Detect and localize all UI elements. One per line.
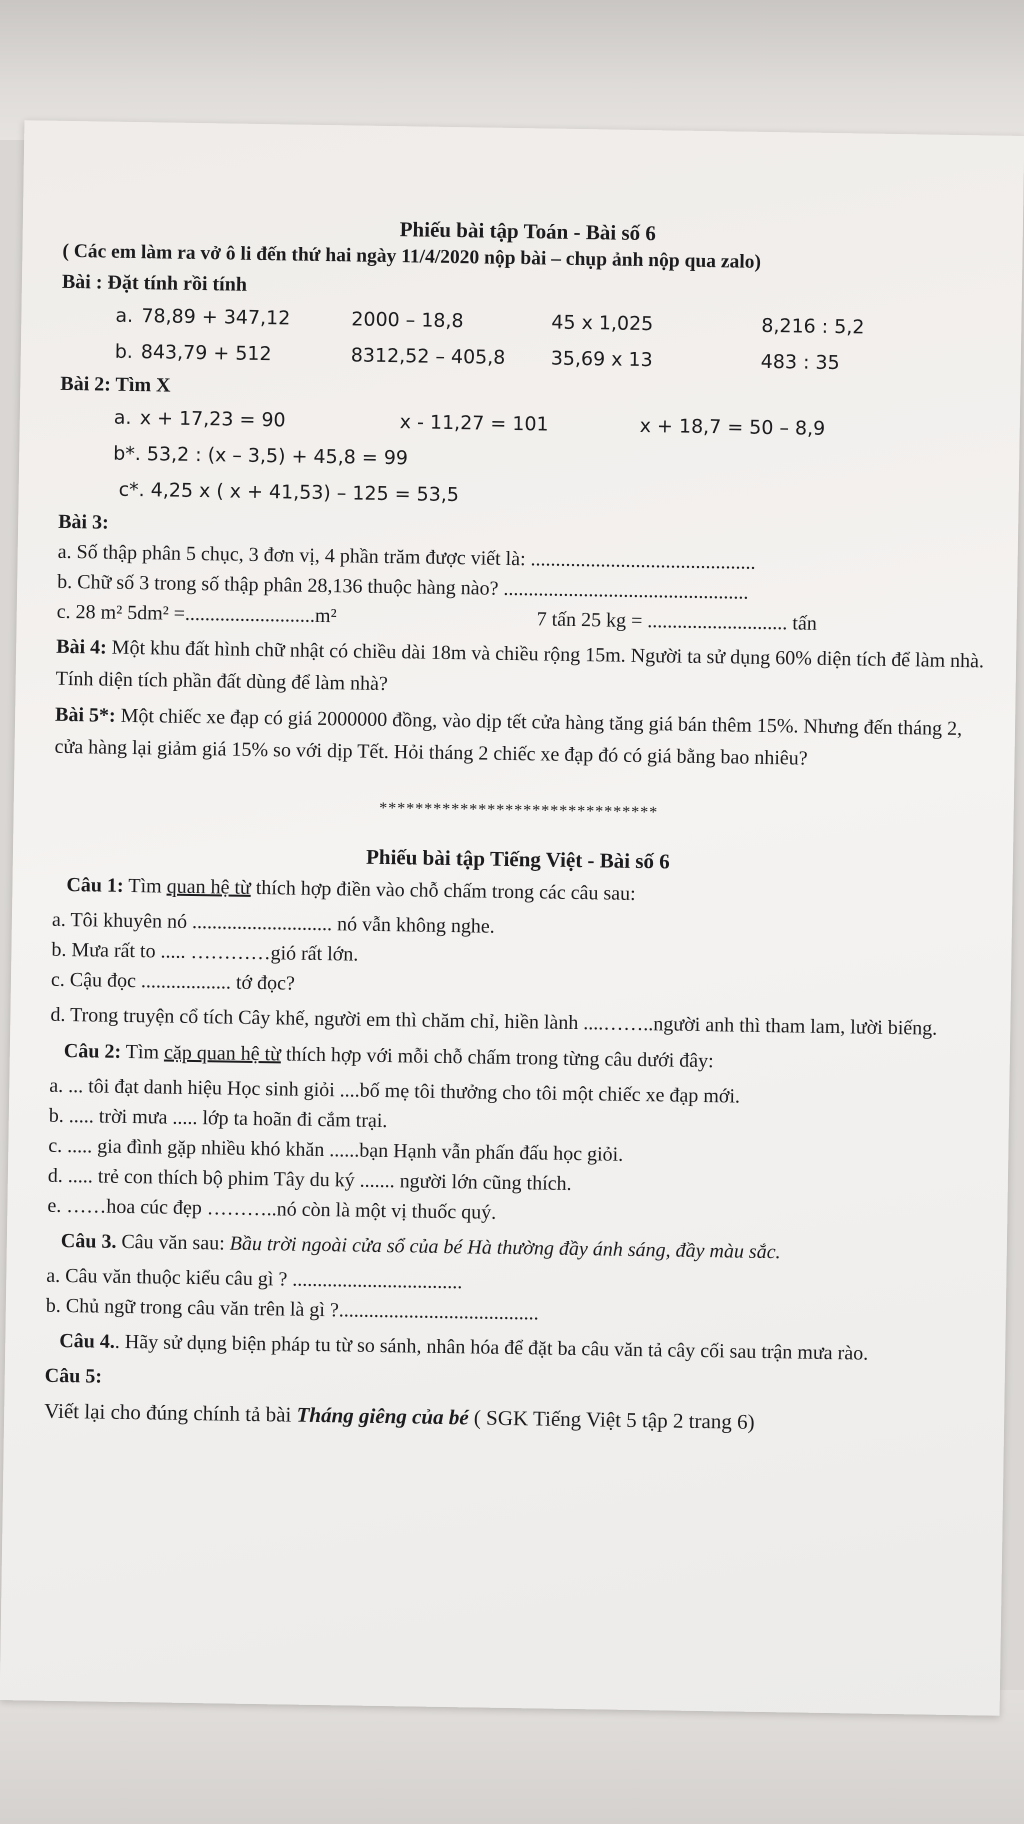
bai3-c-left: c. 28 m² 5dm² =..........................m² [56, 600, 337, 628]
bai1-a-label: a. [115, 304, 134, 327]
bai1-a-expr3: 45 x 1,025 [551, 311, 654, 336]
bai3-c-right: 7 tấn 25 kg = ............................ tấn [536, 608, 817, 635]
bai1-b-expr2: 8312,52 – 405,8 [350, 344, 506, 369]
cau3-label: Câu 3. [60, 1229, 117, 1253]
bai5 [54, 699, 985, 778]
cau3-italic: Bầu trời ngoài cửa sổ của bé Hà thường đầy ánh sáng, đầy màu sắc. [229, 1232, 781, 1264]
bai5-label: Bài 5*: [54, 703, 116, 727]
math-subtitle: ( Các em làm ra vở ô li đến thứ hai ngày 11/4/2020 nộp bài – chụp ảnh nộp qua zalo) [62, 240, 762, 273]
cau2-post: thích hợp với mỗi chỗ chấm trong từng câu dưới đây: [285, 1043, 714, 1073]
bai4 [55, 631, 986, 710]
cau5-post: ( SGK Tiếng Việt 5 tập 2 trang 6) [473, 1405, 755, 1434]
bai2-a-eq3: x + 18,7 = 50 – 8,9 [639, 414, 826, 440]
bai2-a-label: a. [113, 406, 132, 429]
bai2-a-eq1: x + 17,23 = 90 [139, 407, 286, 432]
bai4-label: Bài 4: [56, 635, 107, 659]
worksheet-content [44, 211, 993, 1445]
cau2-item-e: e. ……hoa cúc đẹp ………..nó còn là một vị thuốc quý. [47, 1194, 497, 1224]
cau2-item-c: c. ..... gia đình gặp nhiều khó khăn ......bạn Hạnh vẫn phấn đấu học giỏi. [48, 1134, 624, 1166]
cau1-item-b: b. Mưa rất to ..... …………gió rất lớn. [51, 938, 359, 966]
cau2-label: Câu 2: [63, 1039, 122, 1063]
bai1-b-expr4: 483 : 35 [760, 350, 840, 375]
cau2-item-b: b. ..... trời mưa ..... lớp ta hoãn đi cắm trại. [48, 1104, 388, 1133]
bai1-b-expr1: 843,79 + 512 [140, 341, 272, 366]
bai2-c-eq: c*. 4,25 x ( x + 41,53) – 125 = 53,5 [118, 478, 460, 507]
cau1-item-d: d. Trong truyện cổ tích Cây khế, người em thì chăm chỉ, hiền lành ....……..người anh thì tham lam, lười biếng. [50, 1003, 938, 1040]
bai2-b-eq: b*. 53,2 : (x – 3,5) + 45,8 = 99 [113, 442, 409, 470]
bai1-a-expr1: 78,89 + 347,12 [141, 305, 291, 330]
bai1-a-expr2: 2000 – 18,8 [351, 308, 464, 333]
bai2-heading: Bài 2: Tìm X [60, 372, 171, 397]
worksheet-paper [0, 120, 1024, 1716]
bai1-a-expr4: 8,216 : 5,2 [761, 314, 865, 339]
cau1-item-c: c. Cậu đọc .................. tớ đọc? [50, 968, 295, 995]
cau2-item-d: d. ..... trẻ con thích bộ phim Tây du ký ....... người lớn cũng thích. [47, 1164, 572, 1195]
cau1-label: Câu 1: [66, 873, 124, 897]
bai3-b: b. Chữ số 3 trong số thập phân 28,136 thuộc hàng nào? ................................................. [57, 570, 749, 604]
cau2-pre: Tìm [125, 1040, 160, 1064]
cau5-pre: Viết lại cho đúng chính tả bài [44, 1398, 292, 1427]
cau1-post: thích hợp điền vào chỗ chấm trong các câu sau: [255, 876, 636, 905]
section-separator: ******************************* [379, 799, 659, 822]
bai5-text: Một chiếc xe đạp có giá 2000000 đồng, vào dịp tết cửa hàng tăng giá bán thêm 15%. Nhưng đến tháng 2, cửa hàng lại giảm giá 15% so với dịp Tết. Hỏi tháng 2 chiếc xe đạp đó có giá bằng bao nhiêu? [54, 704, 963, 770]
bai1-b-expr3: 35,69 x 13 [550, 347, 653, 372]
cau3-a: a. Câu văn thuộc kiểu câu gì ? .................................. [46, 1264, 463, 1294]
cau2-underlined: cặp quan hệ từ [163, 1041, 282, 1066]
cau5-label: Câu 5: [44, 1364, 103, 1388]
cau1-item-a: a. Tôi khuyên nó ............................ nó vẫn không nghe. [51, 908, 495, 938]
cau2-item-a: a. ... tôi đạt danh hiệu Học sinh giỏi ....bố mẹ tôi thưởng cho tôi một chiếc xe đạp mới. [49, 1074, 741, 1108]
cau3-b: b. Chủ ngữ trong câu văn trên là gì ?........................................ [45, 1294, 539, 1325]
cau5-italic: Tháng giêng của bé [296, 1402, 469, 1430]
math-title: Phiếu bài tập Toán - Bài số 6 [399, 217, 657, 246]
background-top [0, 0, 1024, 140]
cau4-text: . Hãy sử dụng biện pháp tu từ so sánh, nhân hóa để đặt ba câu văn tả cây cối sau trận mưa rào. [114, 1330, 869, 1365]
bai1-heading: Bài : Đặt tính rồi tính [61, 270, 248, 296]
cau1-pre: Tìm [128, 874, 162, 898]
bai2-a-eq2: x - 11,27 = 101 [399, 411, 549, 436]
bai1-b-label: b. [114, 340, 134, 363]
bai3-a: a. Số thập phân 5 chục, 3 đơn vị, 4 phần trăm được viết là: ............................................. [57, 540, 756, 574]
cau4-label: Câu 4. [59, 1329, 116, 1353]
cau1-underlined: quan hệ từ [166, 875, 251, 899]
cau3-pre: Câu văn sau: [121, 1230, 225, 1255]
viet-title: Phiếu bài tập Tiếng Việt - Bài số 6 [365, 844, 670, 874]
bai3-heading: Bài 3: [57, 510, 109, 534]
bai4-text: Một khu đất hình chữ nhật có chiều dài 18m và chiều rộng 15m. Người ta sử dụng 60% diện tích để làm nhà. Tính diện tích phần đất dùng để làm nhà? [55, 636, 985, 696]
